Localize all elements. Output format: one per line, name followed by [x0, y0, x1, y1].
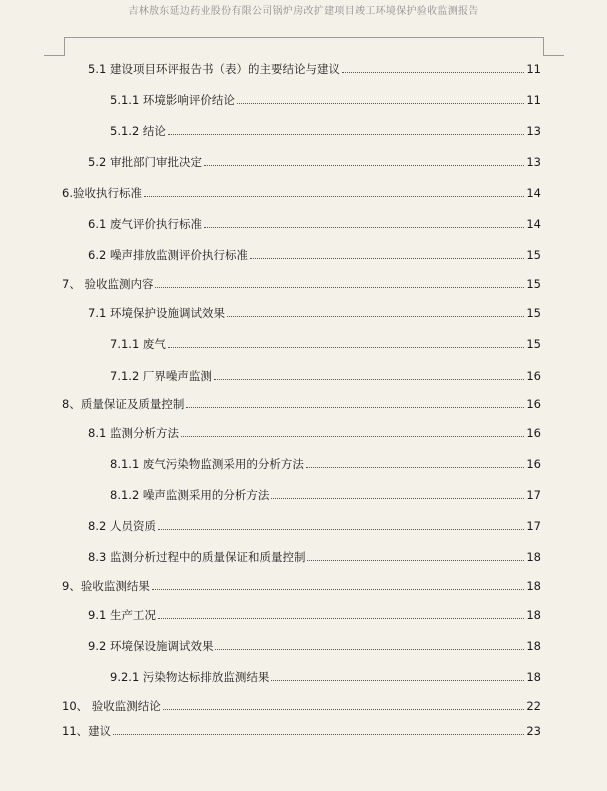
crop-mark-right [543, 37, 564, 56]
toc-page-number: 15 [526, 306, 541, 320]
toc-page-number: 17 [526, 519, 541, 533]
toc-page-number: 14 [526, 217, 541, 231]
toc-page-number: 22 [526, 699, 541, 713]
toc-label: 9.1 生产工况 [88, 608, 156, 622]
toc-leader [158, 617, 524, 619]
toc-leader [227, 315, 524, 317]
toc-page-number: 13 [526, 155, 541, 169]
toc-label: 11、建议 [62, 724, 112, 738]
toc-leader [214, 378, 524, 380]
toc-leader [237, 102, 524, 104]
toc-label: 7.1 环境保护设施调试效果 [88, 306, 225, 320]
toc-entry[interactable] [110, 91, 541, 107]
toc-leader [271, 497, 524, 499]
toc-page-number: 13 [526, 124, 541, 138]
toc-entry[interactable] [110, 486, 541, 502]
toc-label: 5.1.2 结论 [110, 124, 166, 138]
toc-entry[interactable] [88, 517, 541, 533]
toc-page-number: 11 [526, 62, 541, 76]
toc-label: 6.2 噪声排放监测评价执行标准 [88, 248, 248, 262]
toc-entry[interactable] [88, 637, 541, 653]
toc-page-number: 14 [526, 186, 541, 200]
toc-leader [342, 71, 524, 73]
toc-page-number: 18 [526, 579, 541, 593]
toc-entry[interactable] [110, 367, 541, 383]
toc-page-number: 11 [526, 93, 541, 107]
toc-leader [250, 257, 524, 259]
toc-label: 8.1.2 噪声监测采用的分析方法 [110, 488, 270, 502]
toc-page-number: 17 [526, 488, 541, 502]
toc-entry[interactable] [88, 60, 541, 76]
toc-entry[interactable] [62, 722, 541, 738]
toc-label: 6.1 废气评价执行标准 [88, 217, 202, 231]
toc-leader [215, 648, 524, 650]
toc-leader [204, 164, 524, 166]
toc-entry[interactable] [62, 275, 541, 291]
toc-page-number: 16 [526, 397, 541, 411]
toc-leader [204, 226, 524, 228]
toc-label: 8.1 监测分析方法 [88, 426, 179, 440]
toc-page-number: 15 [526, 337, 541, 351]
toc-leader [152, 588, 524, 590]
toc-label: 10、 验收监测结论 [62, 699, 161, 713]
toc-label: 7.1.2 厂界噪声监测 [110, 369, 212, 383]
toc-label: 8.2 人员资质 [88, 519, 156, 533]
toc-leader [307, 559, 524, 561]
toc-page-number: 16 [526, 369, 541, 383]
toc-label: 8.1.1 废气污染物监测采用的分析方法 [110, 457, 304, 471]
toc-leader [271, 679, 524, 681]
toc-leader [113, 733, 524, 735]
toc-entry[interactable] [110, 335, 541, 351]
toc-leader [186, 406, 524, 408]
running-header: 吉林敖东延边药业股份有限公司锅炉房改扩建项目竣工环境保护验收监测报告 [128, 6, 479, 17]
toc-page-number: 18 [526, 670, 541, 684]
toc-leader [181, 435, 524, 437]
toc-label: 9.2 环境保设施调试效果 [88, 639, 214, 653]
toc-leader [158, 528, 524, 530]
toc-label: 9.2.1 污染物达标排放监测结果 [110, 670, 270, 684]
toc-entry[interactable] [88, 606, 541, 622]
toc-label: 6.验收执行标准 [62, 186, 142, 200]
toc-label: 5.1.1 环境影响评价结论 [110, 93, 235, 107]
toc-label: 7.1.1 废气 [110, 337, 166, 351]
toc-leader [168, 346, 524, 348]
toc-label: 7、 验收监测内容 [62, 277, 154, 291]
toc-entry[interactable] [62, 184, 541, 200]
toc-page-number: 15 [526, 248, 541, 262]
toc-entry[interactable] [110, 455, 541, 471]
toc-label: 8、质量保证及质量控制 [62, 397, 185, 411]
toc-page-number: 18 [526, 550, 541, 564]
toc-label: 5.1 建设项目环评报告书（表）的主要结论与建议 [88, 62, 340, 76]
toc-page-number: 18 [526, 639, 541, 653]
toc-label: 5.2 审批部门审批决定 [88, 155, 202, 169]
toc-leader [144, 195, 524, 197]
toc-entry[interactable] [110, 668, 541, 684]
toc-page-number: 16 [526, 457, 541, 471]
header-rule [64, 37, 543, 38]
toc-entry[interactable] [62, 697, 541, 713]
toc-leader [163, 708, 524, 710]
toc-page-number: 23 [526, 724, 541, 738]
toc-entry[interactable] [88, 548, 541, 564]
toc-page-number: 16 [526, 426, 541, 440]
toc-label: 8.3 监测分析过程中的质量保证和质量控制 [88, 550, 306, 564]
toc-leader [306, 466, 524, 468]
toc-entry[interactable] [62, 577, 541, 593]
toc-entry[interactable] [110, 122, 541, 138]
toc-entry[interactable] [88, 304, 541, 320]
crop-mark-left [44, 37, 65, 56]
toc-entry[interactable] [88, 153, 541, 169]
toc-leader [168, 133, 524, 135]
toc-page-number: 15 [526, 277, 541, 291]
toc-leader [155, 286, 524, 288]
toc-label: 9、验收监测结果 [62, 579, 150, 593]
toc-page-number: 18 [526, 608, 541, 622]
toc-entry[interactable] [88, 424, 541, 440]
toc-entry[interactable] [88, 246, 541, 262]
toc-entry[interactable] [88, 215, 541, 231]
toc-entry[interactable] [62, 395, 541, 411]
